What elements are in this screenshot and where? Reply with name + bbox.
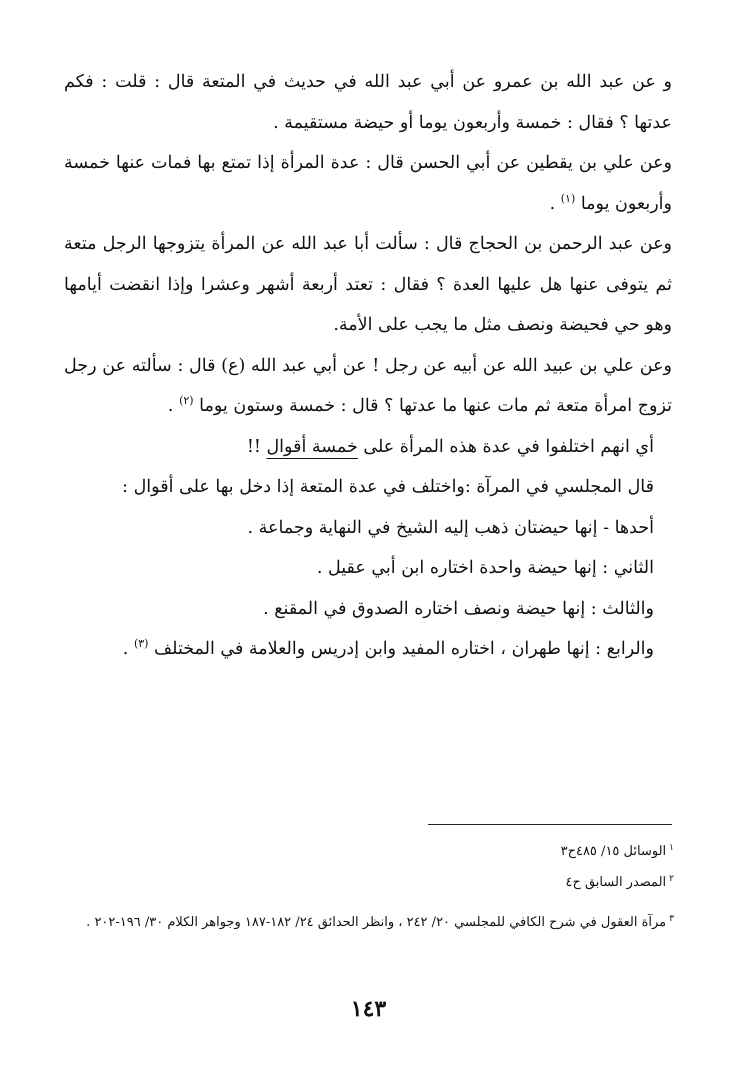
page-number: ١٤٣ <box>350 996 387 1022</box>
footnote-2-text: المصدر السابق ح٤ <box>565 875 667 890</box>
paragraph-3-text: وعن عبد الرحمن بن الحجاج قال : سألت أبا عبد الله عن المرأة يتزوجها الرجل متعة ثم يتوفى عنها هل عليها العدة ؟ فقال : تعتد أربعة أشهر وعشرا وإذا انقضت أيامها وهو حي فحيضة ونصف مثل ما يجب على الأمة. <box>64 234 672 335</box>
paragraph-5-after: !! <box>246 436 261 457</box>
paragraph-5 <box>64 427 672 468</box>
footnote-3-number: ٣ <box>669 913 674 924</box>
paragraph-1-text: و عن عبد الله بن عمرو عن أبي عبد الله في حديث في المتعة قال : قلت : فكم عدتها ؟ فقال : خمسة وأربعون يوما أو حيضة مستقيمة . <box>64 72 672 133</box>
footnote-3 <box>60 907 674 938</box>
footnote-1 <box>60 836 674 867</box>
paragraph-10-end: . <box>122 639 129 659</box>
paragraph-8 <box>64 548 672 589</box>
paragraph-10 <box>64 629 672 670</box>
paragraph-6 <box>64 467 672 508</box>
paragraph-4 <box>64 346 672 427</box>
paragraph-7 <box>64 508 672 549</box>
paragraph-9 <box>64 589 672 630</box>
paragraph-4-end: . <box>167 396 174 416</box>
paragraph-6-text: قال المجلسي في المرآة :واختلف في عدة المتعة إذا دخل بها على أقوال : <box>122 477 654 497</box>
paragraph-2 <box>64 143 672 224</box>
paragraph-9-text: والثالث : إنها حيضة ونصف اختاره الصدوق في المقنع . <box>263 598 654 619</box>
paragraph-10-text: والرابع : إنها طهران ، اختاره المفيد وابن إدريس والعلامة في المختلف <box>154 639 654 659</box>
footnote-2 <box>60 867 674 898</box>
paragraph-2-end: . <box>549 193 556 214</box>
underlined-phrase: خمسة أقوال <box>266 436 358 457</box>
paragraph-8-text: الثاني : إنها حيضة واحدة اختاره ابن أبي عقيل . <box>316 558 654 578</box>
footnote-2-number: ٢ <box>669 873 674 884</box>
footnote-separator <box>428 824 672 825</box>
footnote-ref-3: (٣) <box>133 637 149 651</box>
footnote-ref-2: (٢) <box>179 394 194 408</box>
main-text <box>64 62 672 670</box>
footnote-ref-1: (١) <box>560 191 576 205</box>
paragraph-4-text: وعن علي بن عبيد الله عن أبيه عن رجل ! عن أبي عبد الله (ع) قال : سألته عن رجل تزوج امرأة متعة ثم مات عنها ما عدتها ؟ قال : خمسة وستون يوما <box>64 355 672 416</box>
footnote-3-text: مرآة العقول في شرح الكافي للمجلسي ٢٠/ ٢٤٢ ، وانظر الحدائق ٢٤/ ١٨٢-١٨٧ وجواهر الكلام ٣٠/ ١٩٦-٢٠٢ . <box>86 915 667 930</box>
paragraph-1 <box>64 62 672 143</box>
paragraph-7-text: أحدها - إنها حيضتان ذهب إليه الشيخ في النهاية وجماعة . <box>247 517 654 538</box>
footnote-1-number: ١ <box>669 842 674 853</box>
footnote-1-text: الوسائل ١٥/ ٤٨٥ح٣ <box>560 844 667 859</box>
paragraph-3 <box>64 224 672 346</box>
paragraph-2-text: وعن علي بن يقطين عن أبي الحسن قال : عدة المرأة إذا تمتع بها فمات عنها خمسة وأربعون يوما <box>64 153 672 214</box>
paragraph-5-before: أي انهم اختلفوا في عدة هذه المرأة على <box>363 436 654 457</box>
footnotes-section <box>60 836 674 938</box>
